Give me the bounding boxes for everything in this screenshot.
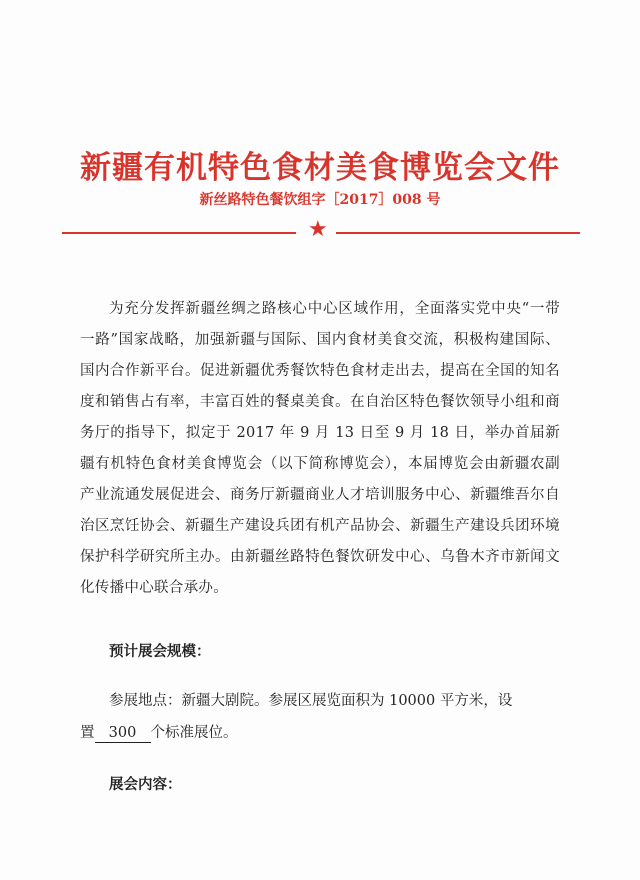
booth-count-blank: 300 [95, 724, 151, 743]
section-heading-content: 展会内容： [109, 777, 182, 793]
divider-line-left [62, 232, 296, 234]
document-number: 新丝路特色餐饮组字［2017］008 号 [199, 192, 441, 208]
section-heading-scale: 预计展会规模： [109, 644, 211, 660]
red-divider [62, 217, 580, 242]
venue-text-line1: 参展地点：新疆大剧院。参展区展览面积为 10000 平方米，设 [109, 693, 513, 709]
body-paragraph: 为充分发挥新疆丝绸之路核心中心区域作用，全面落实党中央“一带一路”国家战略，加强新疆与国际、国内食材美食交流，积极构建国际、国内合作新平台。促进新疆优秀餐饮特色食材走出去，提高在全国的知名度和销售占有率，丰富百姓的餐桌美食。在自治区特色餐饮领导小组和商务厅的指导下，拟定于 2017 年 9 月 13 日至 9 月 18 日，举办首届新疆有机特色食材美食博览会（以下简称博览会），本届博览会由新疆农副产业流通发展促进会、商务厅新疆商业人才培训服务中心、新疆维吾尔自治区烹饪协会、新疆生产建设兵团有机产品协会、新疆生产建设兵团环境保护科学研究所主办。由新疆丝路特色餐饮研发中心、乌鲁木齐市新闻文化传播中心联合承办。 [80, 301, 560, 596]
star-icon: ★ [308, 217, 328, 242]
venue-prefix: 置 [80, 725, 95, 741]
venue-text-line2 [80, 722, 238, 744]
divider-line-right [336, 232, 580, 234]
venue-suffix: 个标准展位。 [150, 725, 238, 741]
document-title: 新疆有机特色食材美食博览会文件 [80, 150, 560, 186]
